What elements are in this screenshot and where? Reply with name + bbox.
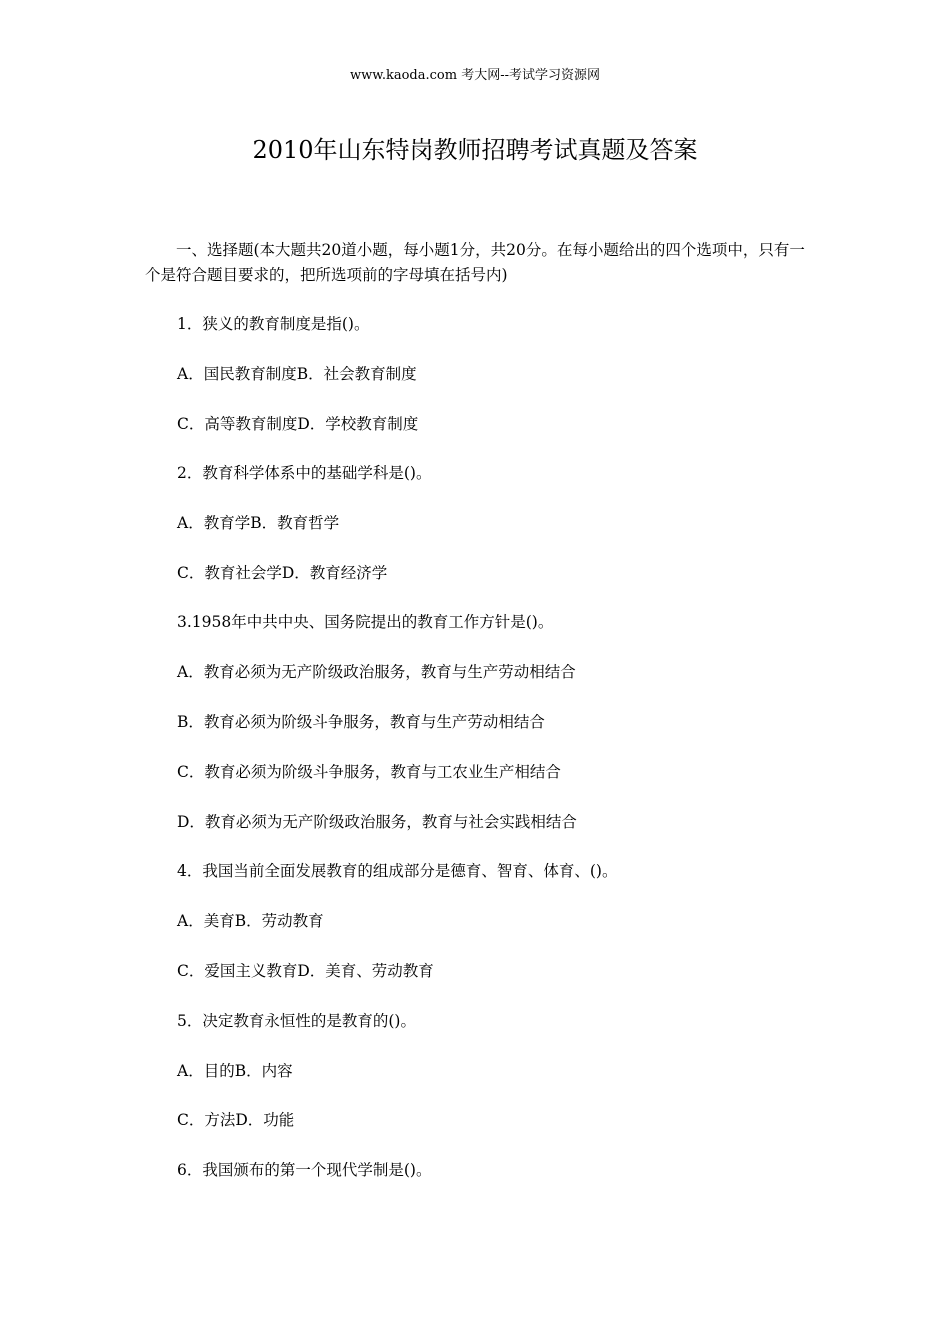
question-5: 5．决定教育永恒性的是教育的()。 (177, 1012, 416, 1030)
question-6: 6．我国颁布的第一个现代学制是()。 (177, 1161, 432, 1179)
question-2-options-cd: C．教育社会学D．教育经济学 (177, 564, 388, 582)
question-4-options-ab: A．美育B．劳动教育 (177, 912, 324, 930)
question-3-option-b: B．教育必须为阶级斗争服务，教育与生产劳动相结合 (177, 713, 545, 731)
question-1: 1．狭义的教育制度是指()。 (177, 315, 370, 333)
question-1-options-cd: C．高等教育制度D．学校教育制度 (177, 415, 419, 433)
document-title: 2010年山东特岗教师招聘考试真题及答案 (252, 136, 698, 164)
section-intro: 一、选择题(本大题共20道小题，每小题1分，共20分。在每小题给出的四个选项中，只有一个是符合题目要求的，把所选项前的字母填在括号内) (145, 241, 805, 284)
question-3-option-a: A．教育必须为无产阶级政治服务，教育与生产劳动相结合 (177, 663, 576, 681)
question-3-option-c: C．教育必须为阶级斗争服务，教育与工农业生产相结合 (177, 763, 561, 781)
page-header: www.kaoda.com 考大网--考试学习资源网 (350, 68, 600, 83)
question-4: 4．我国当前全面发展教育的组成部分是德育、智育、体育、()。 (177, 862, 618, 880)
question-2-options-ab: A．教育学B．教育哲学 (177, 514, 340, 532)
question-2: 2．教育科学体系中的基础学科是()。 (177, 464, 432, 482)
question-4-options-cd: C．爱国主义教育D．美育、劳动教育 (177, 962, 434, 980)
question-3-option-d: D．教育必须为无产阶级政治服务，教育与社会实践相结合 (177, 813, 577, 831)
question-5-options-cd: C．方法D．功能 (177, 1111, 295, 1129)
question-1-options-ab: A．国民教育制度B．社会教育制度 (177, 365, 417, 383)
question-5-options-ab: A．目的B．内容 (177, 1062, 293, 1080)
question-3: 3.1958年中共中央、国务院提出的教育工作方针是()。 (177, 613, 554, 631)
